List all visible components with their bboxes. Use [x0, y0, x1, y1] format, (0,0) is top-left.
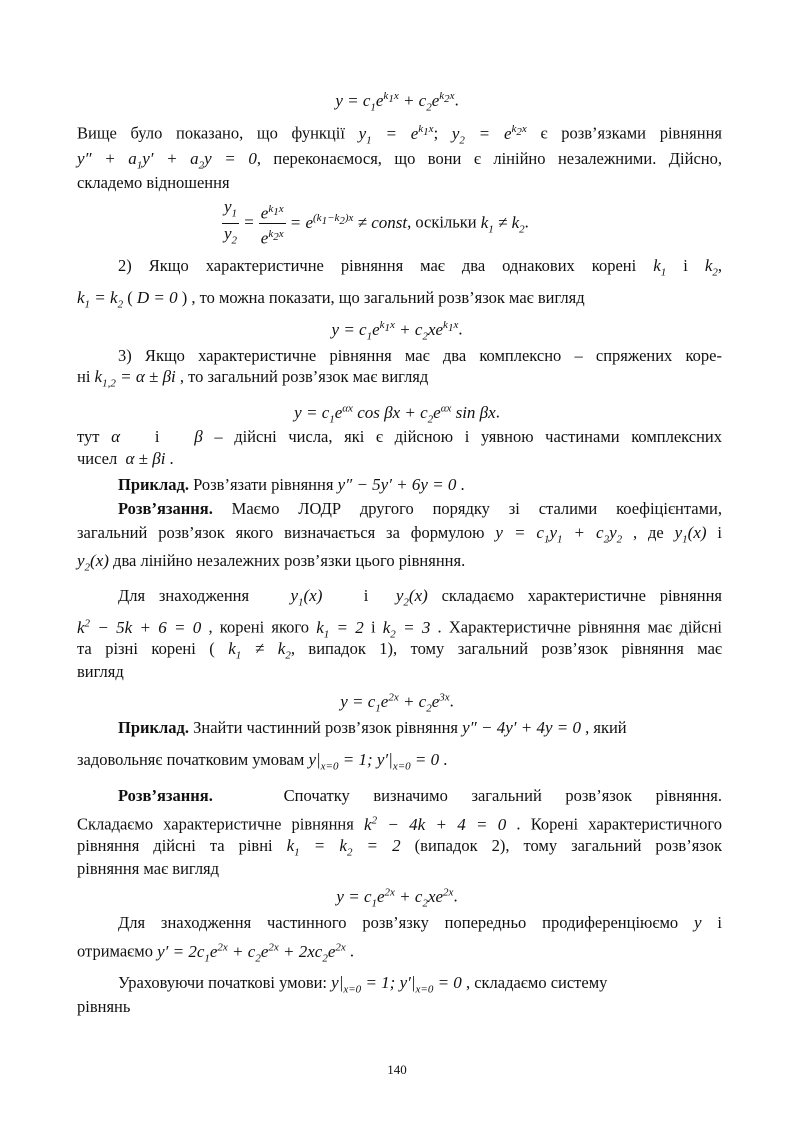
solution-heading: Розв’язання. Спочатку визначимо загальний розв’язок рівняння. — [118, 786, 722, 805]
formula-example1-solution: $y = c_1e^{2x} + c_2e^{3x}$. — [340, 691, 454, 715]
formula-ratio: $\frac{y_1}{y_2}$ = $\frac{e^{k_1x}}{e^{k_2x}}$ = $e^{(k_1-k_2)x}$ ≠ const, оскільки $k_1 \ne k_2$. — [224, 196, 529, 249]
text-line: $y'' + a_1y' + a_2y = 0$, переконаємося, що вони є лінійно незалежними. Дійсно, — [77, 149, 722, 172]
text-line: отримаємо $y' = 2c_1e^{2x} + c_2e^{2x} + 2xc_2e^{2x}$ . — [77, 941, 355, 965]
text-line: Вище було показано, що функції $y_1 = e^{k_1x}$; $y_2 = e^{k_2x}$ є розв’язками рівняння — [77, 123, 722, 147]
example-heading: Приклад. Розв’язати рівняння y″ − 5y′ + 6y = 0 . — [118, 475, 465, 494]
text-line: загальний розв’язок якого визначається за формулою $y = c_1y_1 + c_2y_2$ , де $y_1(x)$ і — [77, 523, 723, 546]
text-line: задовольняє початковим умовам $y|_{x=0} = 1$; $y'|_{x=0} = 0$ . — [77, 750, 448, 773]
text-line: рівнянь — [77, 997, 131, 1016]
text-line: 2) Якщо характеристичне рівняння має два однакових корені $k_1$ і $k_2$, — [118, 256, 722, 279]
formula-example2-general: $y = c_1e^{2x} + c_2xe^{2x}$. — [336, 886, 458, 910]
formula-general-solution-distinct: $y = c_1e^{k_1x} + c_2e^{k_2x}$. — [335, 90, 459, 114]
text-line: Для знаходження частинного розв’язку попередньо продиференціюємо y і — [118, 913, 722, 932]
formula-general-solution-equal: $y = c_1e^{k_1x} + c_2xe^{k_1x}$. — [331, 319, 463, 343]
text-line: рівняння має вигляд — [77, 859, 220, 878]
text-line: $k_1 = k_2$ ( D = 0 ) , то можна показати, що загальний розв’язок має вигляд — [77, 288, 585, 311]
solution-heading: Розв’язання. Маємо ЛОДР другого порядку зі сталими коефіцієнтами, — [118, 499, 722, 518]
text-line: тут α і β – дійсні числа, які є дійсною і уявною частинами комплексних — [77, 427, 722, 446]
page-number: 140 — [387, 1062, 407, 1077]
text-line: ні $k_{1,2} = \alpha \pm \beta i$ , то загальний розв’язок має вигляд — [77, 367, 429, 390]
text-line: рівняння дійсні та рівні $k_1 = k_2 = 2$ (випадок 2), тому загальний розв’язок — [77, 836, 722, 859]
text-line: Ураховуючи початкові умови: $y|_{x=0} = 1$; $y'|_{x=0} = 0$ , складаємо систему — [118, 973, 608, 996]
text-line: та різні корені ( $k_1 \ne k_2$, випадок 1), тому загальний розв’язок рівняння має — [77, 639, 722, 662]
text-line: Для знаходження $y_1(x)$ і $y_2(x)$ складаємо характеристичне рівняння — [118, 586, 722, 609]
formula-general-solution-complex: $y = c_1e^{\alpha x}$ $\cos \beta x + c_2e^{\alpha x}$ sin βx. — [294, 402, 500, 426]
text-line: Складаємо характеристичне рівняння $k^2 - 4k + 4 = 0$ . Корені характеристичного — [77, 814, 722, 834]
text-line: $y_2(x)$ два лінійно незалежних розв’язки цього рівняння. — [77, 551, 466, 574]
text-line: чисел α ± βi . — [77, 449, 174, 468]
text-line: 3) Якщо характеристичне рівняння має два комплексно – спряжених коре- — [118, 346, 722, 365]
text-line: складемо відношення — [77, 173, 230, 192]
text-line: $k^2 - 5k + 6 = 0$ , корені якого $k_1 = 2$ і $k_2 = 3$ . Характеристичне рівняння має дійсні — [77, 617, 722, 641]
text-line: вигляд — [77, 662, 124, 681]
example-heading: Приклад. Знайти частинний розв’язок рівняння y″ − 4y′ + 4y = 0 , який — [118, 718, 627, 737]
